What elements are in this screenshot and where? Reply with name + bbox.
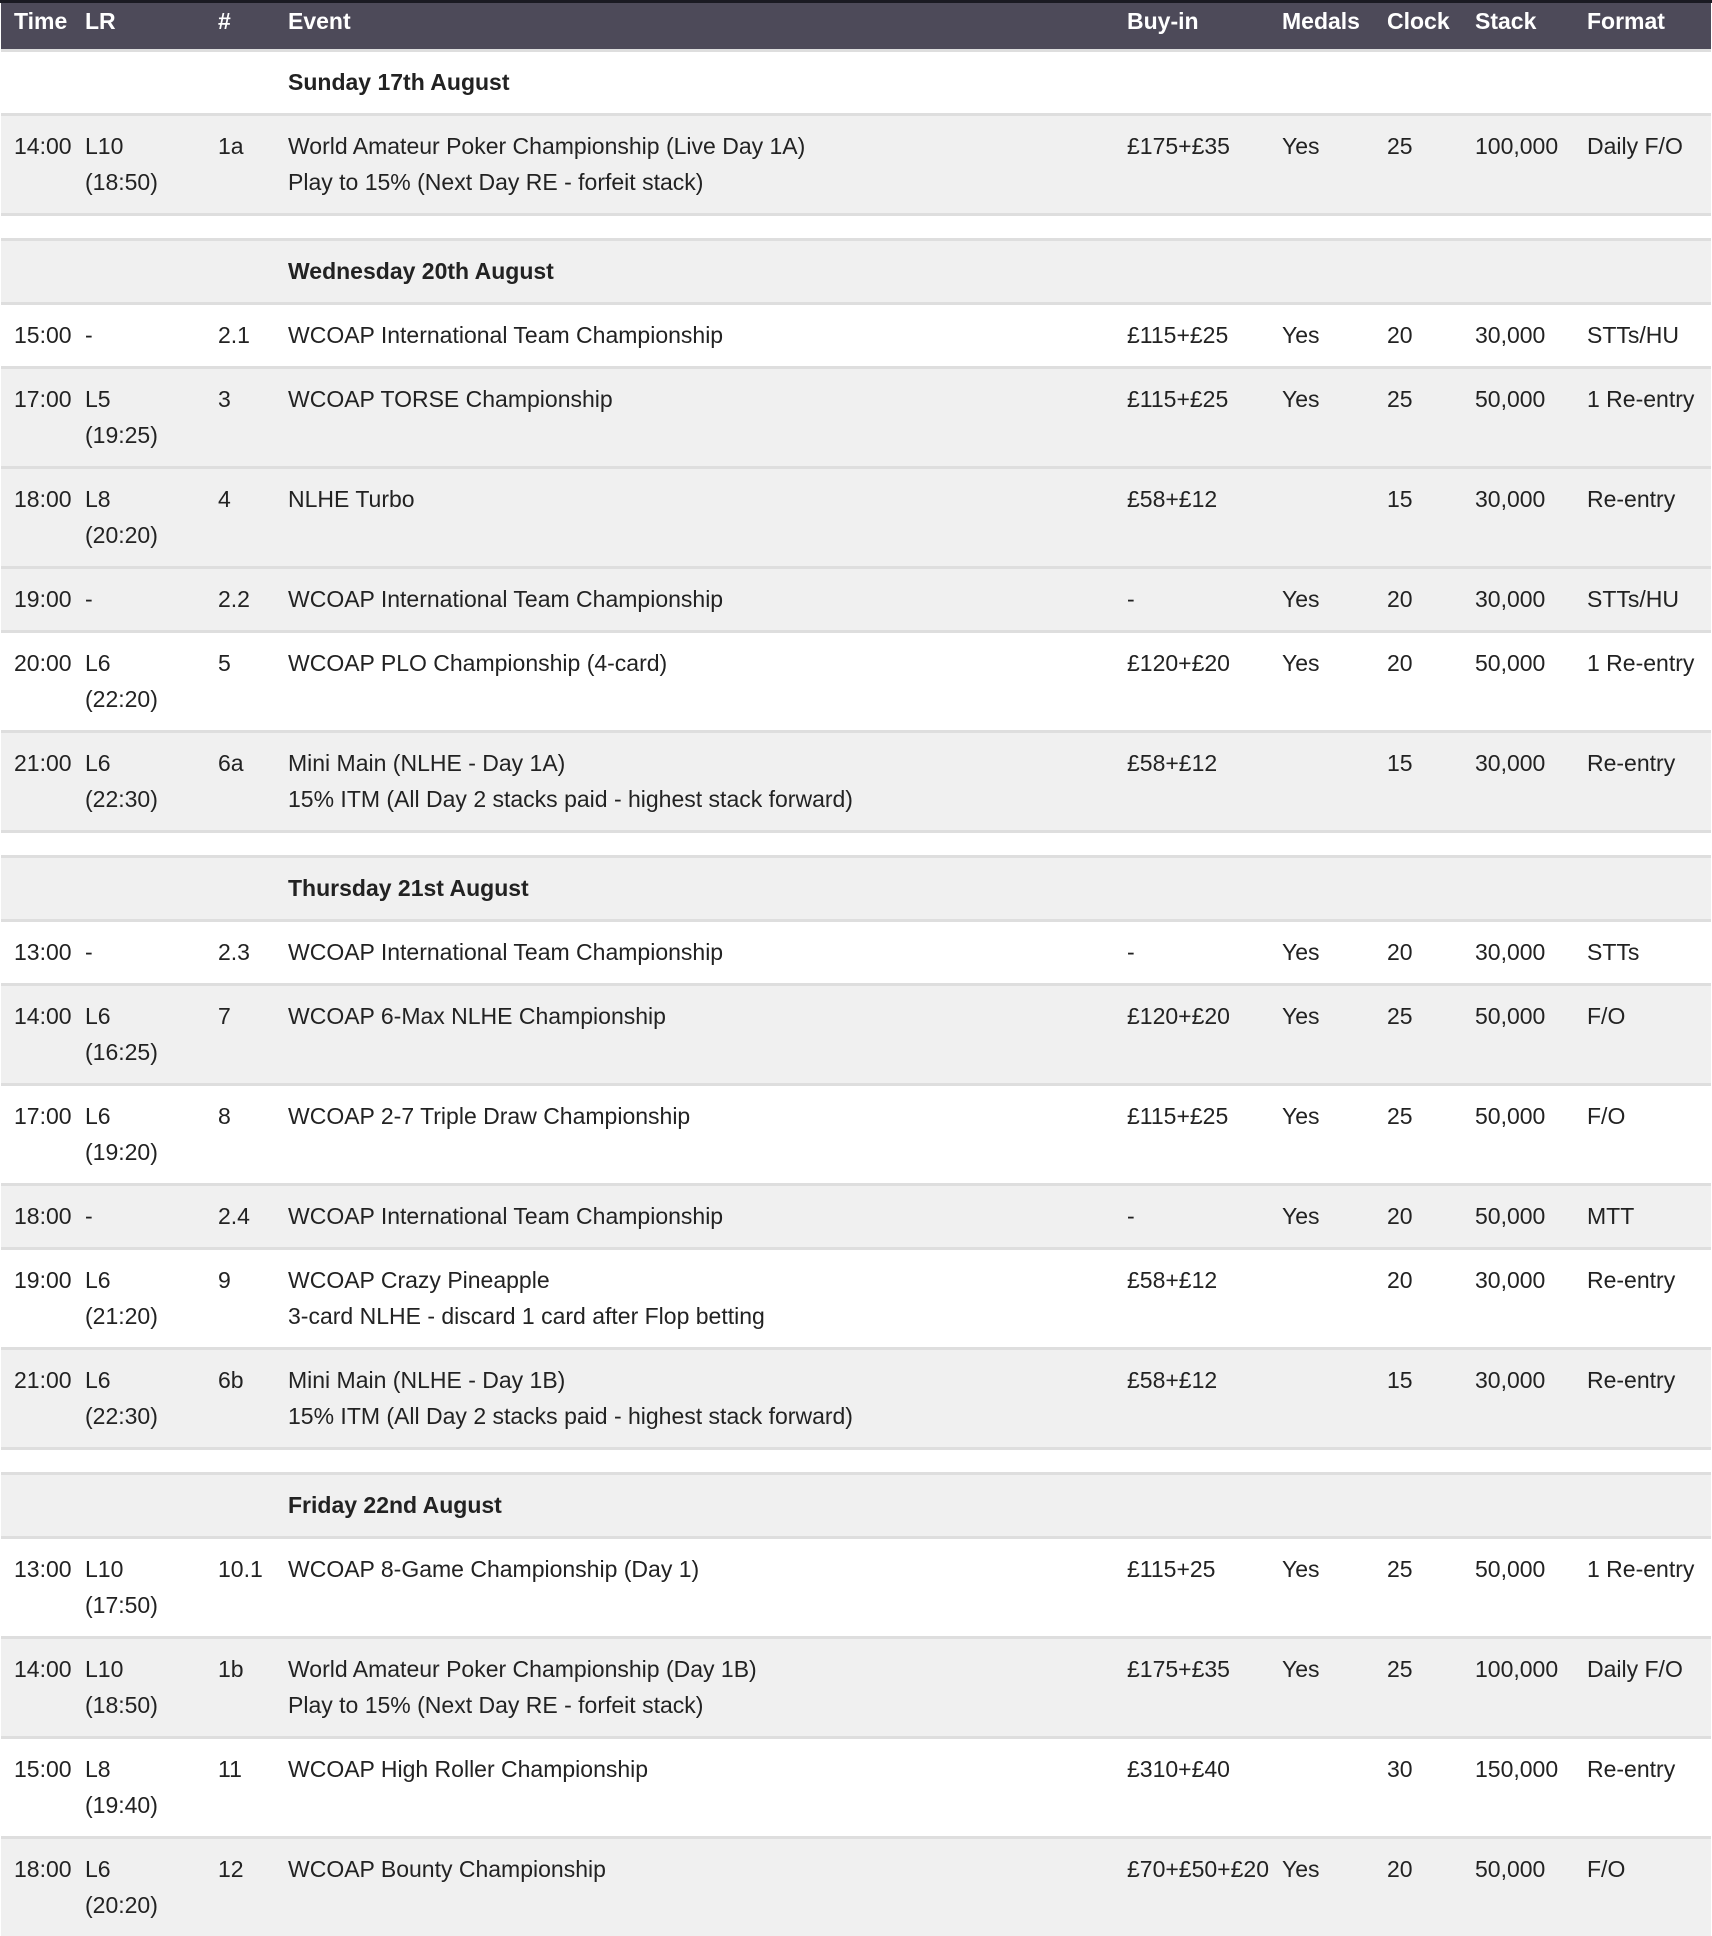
late-reg-level: L6	[85, 1851, 218, 1887]
event-time: 17:00	[1, 368, 85, 468]
event-time: 14:00	[1, 985, 85, 1085]
col-buyin[interactable]: Buy-in	[1127, 3, 1282, 51]
date-row	[1, 1474, 1711, 1538]
buy-in: -	[1127, 921, 1282, 985]
late-reg	[85, 1349, 218, 1449]
event-row[interactable]	[1, 1185, 1711, 1249]
buy-in: £58+£12	[1127, 468, 1282, 568]
event-number: 12	[218, 1838, 288, 1936]
late-reg-level: L6	[85, 645, 218, 681]
medals: Yes	[1282, 985, 1387, 1085]
format: Re-entry	[1587, 1249, 1711, 1349]
format: Re-entry	[1587, 1349, 1711, 1449]
event-name: WCOAP International Team Championship	[288, 317, 1127, 353]
event-cell	[288, 1249, 1127, 1349]
event-number: 1a	[218, 115, 288, 215]
stack: 30,000	[1475, 732, 1587, 832]
medals: Yes	[1282, 304, 1387, 368]
late-reg-level: L5	[85, 381, 218, 417]
format: MTT	[1587, 1185, 1711, 1249]
event-row[interactable]	[1, 1838, 1711, 1936]
empty-cell	[218, 240, 288, 304]
medals: Yes	[1282, 568, 1387, 632]
medals: Yes	[1282, 1185, 1387, 1249]
clock: 30	[1387, 1738, 1475, 1838]
event-note: Play to 15% (Next Day RE - forfeit stack)	[288, 1687, 1127, 1723]
empty-cell	[1, 51, 85, 115]
late-reg	[85, 921, 218, 985]
late-reg-time: (18:50)	[85, 1687, 218, 1723]
event-row[interactable]	[1, 985, 1711, 1085]
late-reg-time: (22:30)	[85, 781, 218, 817]
event-cell	[288, 304, 1127, 368]
late-reg	[85, 1738, 218, 1838]
stack: 30,000	[1475, 568, 1587, 632]
format: F/O	[1587, 1838, 1711, 1936]
stack: 30,000	[1475, 1349, 1587, 1449]
event-cell	[288, 115, 1127, 215]
medals	[1282, 1249, 1387, 1349]
clock: 20	[1387, 921, 1475, 985]
event-time: 19:00	[1, 1249, 85, 1349]
empty-cell	[85, 1474, 218, 1538]
event-number: 2.1	[218, 304, 288, 368]
event-cell	[288, 568, 1127, 632]
event-cell	[288, 985, 1127, 1085]
schedule-table	[1, 3, 1711, 1936]
stack: 30,000	[1475, 468, 1587, 568]
event-time: 21:00	[1, 732, 85, 832]
medals: Yes	[1282, 115, 1387, 215]
late-reg-level: -	[85, 581, 218, 617]
format: Daily F/O	[1587, 1638, 1711, 1738]
col-time[interactable]: Time	[1, 3, 85, 51]
event-cell	[288, 732, 1127, 832]
late-reg-time: (18:50)	[85, 164, 218, 200]
stack: 50,000	[1475, 1185, 1587, 1249]
late-reg-level: L8	[85, 1751, 218, 1787]
event-number: 10.1	[218, 1538, 288, 1638]
event-row[interactable]	[1, 115, 1711, 215]
event-number: 4	[218, 468, 288, 568]
event-row[interactable]	[1, 368, 1711, 468]
late-reg-level: L10	[85, 1551, 218, 1587]
buy-in: £310+£40	[1127, 1738, 1282, 1838]
event-note: 15% ITM (All Day 2 stacks paid - highest stack forward)	[288, 1398, 1127, 1434]
empty-cell	[1, 240, 85, 304]
stack: 100,000	[1475, 115, 1587, 215]
clock: 25	[1387, 115, 1475, 215]
buy-in: £175+£35	[1127, 1638, 1282, 1738]
clock: 25	[1387, 368, 1475, 468]
late-reg-level: L6	[85, 998, 218, 1034]
event-row[interactable]	[1, 568, 1711, 632]
medals: Yes	[1282, 1638, 1387, 1738]
event-name: NLHE Turbo	[288, 481, 1127, 517]
format: STTs/HU	[1587, 304, 1711, 368]
date-row	[1, 857, 1711, 921]
spacer-cell	[1, 215, 1711, 240]
late-reg-level: -	[85, 1198, 218, 1234]
late-reg-time: (20:20)	[85, 1887, 218, 1923]
event-cell	[288, 1349, 1127, 1449]
medals: Yes	[1282, 1838, 1387, 1936]
header-row	[1, 3, 1711, 51]
event-cell	[288, 1538, 1127, 1638]
event-number: 2.3	[218, 921, 288, 985]
event-number: 9	[218, 1249, 288, 1349]
buy-in: £58+£12	[1127, 1249, 1282, 1349]
format: STTs	[1587, 921, 1711, 985]
event-name: Mini Main (NLHE - Day 1B)	[288, 1362, 1127, 1398]
format: F/O	[1587, 985, 1711, 1085]
event-name: WCOAP International Team Championship	[288, 1198, 1127, 1234]
empty-cell	[218, 857, 288, 921]
medals: Yes	[1282, 632, 1387, 732]
stack: 50,000	[1475, 1838, 1587, 1936]
late-reg-time: (17:50)	[85, 1587, 218, 1623]
event-time: 13:00	[1, 1538, 85, 1638]
clock: 15	[1387, 1349, 1475, 1449]
event-cell	[288, 1838, 1127, 1936]
late-reg-level: L10	[85, 1651, 218, 1687]
late-reg	[85, 732, 218, 832]
clock: 20	[1387, 1249, 1475, 1349]
late-reg	[85, 985, 218, 1085]
clock: 25	[1387, 1638, 1475, 1738]
late-reg-level: L6	[85, 745, 218, 781]
event-time: 14:00	[1, 1638, 85, 1738]
late-reg-level: -	[85, 934, 218, 970]
format: 1 Re-entry	[1587, 1538, 1711, 1638]
late-reg	[85, 468, 218, 568]
event-name: WCOAP High Roller Championship	[288, 1751, 1127, 1787]
clock: 15	[1387, 732, 1475, 832]
buy-in: £115+£25	[1127, 368, 1282, 468]
event-row[interactable]	[1, 1638, 1711, 1738]
col-format[interactable]: Format	[1587, 3, 1711, 51]
stack: 50,000	[1475, 1085, 1587, 1185]
event-time: 18:00	[1, 1185, 85, 1249]
event-number: 3	[218, 368, 288, 468]
late-reg-level: L6	[85, 1362, 218, 1398]
late-reg	[85, 1085, 218, 1185]
late-reg-time: (22:20)	[85, 681, 218, 717]
event-row[interactable]	[1, 1085, 1711, 1185]
empty-cell	[218, 51, 288, 115]
event-number: 11	[218, 1738, 288, 1838]
event-row[interactable]	[1, 304, 1711, 368]
col-clock[interactable]: Clock	[1387, 3, 1475, 51]
buy-in: -	[1127, 568, 1282, 632]
late-reg	[85, 304, 218, 368]
event-time: 17:00	[1, 1085, 85, 1185]
col-medals[interactable]: Medals	[1282, 3, 1387, 51]
stack: 50,000	[1475, 1538, 1587, 1638]
event-row[interactable]	[1, 921, 1711, 985]
buy-in: -	[1127, 1185, 1282, 1249]
stack: 30,000	[1475, 921, 1587, 985]
event-time: 19:00	[1, 568, 85, 632]
clock: 25	[1387, 1085, 1475, 1185]
buy-in: £120+£20	[1127, 985, 1282, 1085]
medals: Yes	[1282, 368, 1387, 468]
event-number: 8	[218, 1085, 288, 1185]
empty-cell	[1, 857, 85, 921]
late-reg-time: (21:20)	[85, 1298, 218, 1334]
late-reg	[85, 1838, 218, 1936]
late-reg-time: (16:25)	[85, 1034, 218, 1070]
col-number[interactable]: #	[218, 3, 288, 51]
stack: 30,000	[1475, 304, 1587, 368]
col-event[interactable]: Event	[288, 3, 1127, 51]
medals: Yes	[1282, 1085, 1387, 1185]
col-stack[interactable]: Stack	[1475, 3, 1587, 51]
medals: Yes	[1282, 1538, 1387, 1638]
event-name: WCOAP International Team Championship	[288, 934, 1127, 970]
buy-in: £58+£12	[1127, 1349, 1282, 1449]
event-note: Play to 15% (Next Day RE - forfeit stack)	[288, 164, 1127, 200]
stack: 100,000	[1475, 1638, 1587, 1738]
event-row[interactable]	[1, 468, 1711, 568]
clock: 15	[1387, 468, 1475, 568]
event-cell	[288, 1638, 1127, 1738]
day-spacer	[1, 832, 1711, 857]
event-time: 20:00	[1, 632, 85, 732]
format: STTs/HU	[1587, 568, 1711, 632]
format: 1 Re-entry	[1587, 632, 1711, 732]
event-cell	[288, 1185, 1127, 1249]
late-reg	[85, 1185, 218, 1249]
format: F/O	[1587, 1085, 1711, 1185]
stack: 50,000	[1475, 368, 1587, 468]
late-reg	[85, 1538, 218, 1638]
clock: 20	[1387, 568, 1475, 632]
late-reg-level: -	[85, 317, 218, 353]
clock: 20	[1387, 1838, 1475, 1936]
event-row[interactable]	[1, 1538, 1711, 1638]
late-reg-time: (19:40)	[85, 1787, 218, 1823]
late-reg-time: (22:30)	[85, 1398, 218, 1434]
event-name: Mini Main (NLHE - Day 1A)	[288, 745, 1127, 781]
date-heading: Friday 22nd August	[288, 1474, 1711, 1538]
event-row[interactable]	[1, 1349, 1711, 1449]
day-spacer	[1, 215, 1711, 240]
clock: 25	[1387, 1538, 1475, 1638]
event-name: WCOAP International Team Championship	[288, 581, 1127, 617]
buy-in: £115+25	[1127, 1538, 1282, 1638]
empty-cell	[85, 857, 218, 921]
event-number: 6b	[218, 1349, 288, 1449]
spacer-cell	[1, 1449, 1711, 1474]
buy-in: £58+£12	[1127, 732, 1282, 832]
date-heading: Wednesday 20th August	[288, 240, 1711, 304]
event-cell	[288, 1738, 1127, 1838]
event-time: 18:00	[1, 1838, 85, 1936]
event-name: WCOAP TORSE Championship	[288, 381, 1127, 417]
medals	[1282, 468, 1387, 568]
event-time: 18:00	[1, 468, 85, 568]
late-reg	[85, 1638, 218, 1738]
medals	[1282, 1349, 1387, 1449]
event-cell	[288, 921, 1127, 985]
format: Re-entry	[1587, 468, 1711, 568]
clock: 25	[1387, 985, 1475, 1085]
format: Re-entry	[1587, 1738, 1711, 1838]
event-name: WCOAP PLO Championship (4-card)	[288, 645, 1127, 681]
event-time: 21:00	[1, 1349, 85, 1449]
event-number: 2.2	[218, 568, 288, 632]
empty-cell	[1, 1474, 85, 1538]
buy-in: £115+£25	[1127, 304, 1282, 368]
late-reg-time: (20:20)	[85, 517, 218, 553]
event-cell	[288, 468, 1127, 568]
clock: 20	[1387, 1185, 1475, 1249]
event-name: WCOAP Bounty Championship	[288, 1851, 1127, 1887]
medals: Yes	[1282, 921, 1387, 985]
event-time: 15:00	[1, 1738, 85, 1838]
spacer-cell	[1, 832, 1711, 857]
buy-in: £120+£20	[1127, 632, 1282, 732]
event-row[interactable]	[1, 1249, 1711, 1349]
buy-in: £175+£35	[1127, 115, 1282, 215]
stack: 50,000	[1475, 985, 1587, 1085]
late-reg	[85, 115, 218, 215]
event-row[interactable]	[1, 1738, 1711, 1838]
event-name: World Amateur Poker Championship (Live Day 1A)	[288, 128, 1127, 164]
empty-cell	[218, 1474, 288, 1538]
late-reg-level: L6	[85, 1262, 218, 1298]
event-name: World Amateur Poker Championship (Day 1B)	[288, 1651, 1127, 1687]
date-heading: Thursday 21st August	[288, 857, 1711, 921]
event-number: 6a	[218, 732, 288, 832]
event-cell	[288, 368, 1127, 468]
late-reg-level: L8	[85, 481, 218, 517]
event-note: 15% ITM (All Day 2 stacks paid - highest stack forward)	[288, 781, 1127, 817]
event-number: 1b	[218, 1638, 288, 1738]
late-reg-level: L10	[85, 128, 218, 164]
late-reg	[85, 568, 218, 632]
format: Re-entry	[1587, 732, 1711, 832]
late-reg-time: (19:25)	[85, 417, 218, 453]
event-time: 14:00	[1, 115, 85, 215]
date-row	[1, 240, 1711, 304]
col-lr[interactable]: LR	[85, 3, 218, 51]
event-cell	[288, 632, 1127, 732]
stack: 150,000	[1475, 1738, 1587, 1838]
event-name: WCOAP 6-Max NLHE Championship	[288, 998, 1127, 1034]
clock: 20	[1387, 304, 1475, 368]
buy-in: £115+£25	[1127, 1085, 1282, 1185]
stack: 30,000	[1475, 1249, 1587, 1349]
late-reg-time: (19:20)	[85, 1134, 218, 1170]
event-time: 13:00	[1, 921, 85, 985]
format: Daily F/O	[1587, 115, 1711, 215]
date-row	[1, 51, 1711, 115]
late-reg	[85, 368, 218, 468]
event-number: 7	[218, 985, 288, 1085]
event-number: 2.4	[218, 1185, 288, 1249]
event-row[interactable]	[1, 632, 1711, 732]
event-name: WCOAP 8-Game Championship (Day 1)	[288, 1551, 1127, 1587]
date-heading: Sunday 17th August	[288, 51, 1711, 115]
event-number: 5	[218, 632, 288, 732]
medals	[1282, 1738, 1387, 1838]
event-row[interactable]	[1, 732, 1711, 832]
day-spacer	[1, 1449, 1711, 1474]
medals	[1282, 732, 1387, 832]
late-reg	[85, 1249, 218, 1349]
format: 1 Re-entry	[1587, 368, 1711, 468]
event-time: 15:00	[1, 304, 85, 368]
buy-in: £70+£50+£20	[1127, 1838, 1282, 1936]
event-name: WCOAP Crazy Pineapple	[288, 1262, 1127, 1298]
empty-cell	[85, 51, 218, 115]
stack: 50,000	[1475, 632, 1587, 732]
event-name: WCOAP 2-7 Triple Draw Championship	[288, 1098, 1127, 1134]
late-reg	[85, 632, 218, 732]
empty-cell	[85, 240, 218, 304]
event-note: 3-card NLHE - discard 1 card after Flop betting	[288, 1298, 1127, 1334]
event-cell	[288, 1085, 1127, 1185]
clock: 20	[1387, 632, 1475, 732]
late-reg-level: L6	[85, 1098, 218, 1134]
